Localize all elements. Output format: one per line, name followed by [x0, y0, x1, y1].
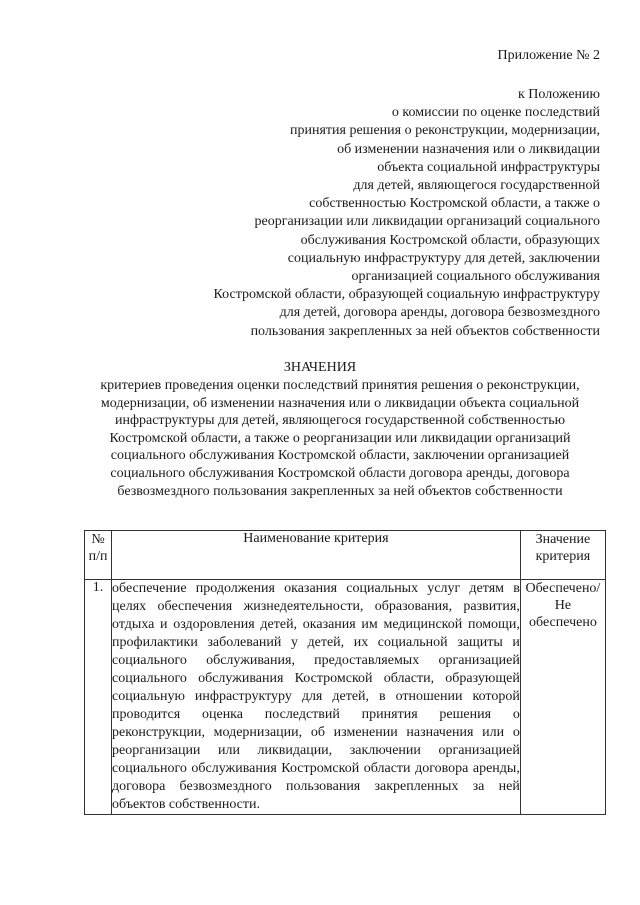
appendix-reference-line: для детей, договора аренды, договора безвозмездного [279, 305, 600, 321]
subheading-line: критериев проведения оценки последствий принятия решения о реконструкции, [100, 378, 580, 393]
appendix-reference-line: об изменении назначения или о ликвидации [337, 141, 600, 157]
appendix-reference [130, 86, 600, 341]
table-header-row [85, 531, 606, 580]
criteria-table [84, 530, 606, 815]
appendix-reference-line: пользования закрепленных за ней объектов собственности [250, 323, 600, 339]
appendix-reference-line: к Положению [517, 87, 600, 102]
appendix-reference-line: принятия решения о реконструкции, модернизации, [290, 123, 600, 139]
subheading-line: безвозмездного пользования закрепленных за ней объектов собственности [117, 483, 563, 499]
appendix-reference-line: Костромской области, образующей социальную инфраструктуру [213, 287, 600, 303]
document-subheading [60, 377, 620, 500]
row-number: 1. [85, 580, 112, 815]
appendix-reference-line: объекта социальной инфраструктуры [377, 159, 600, 175]
subheading-line: Костромской области, а также о реорганизации или ликвидации организаций [109, 430, 571, 446]
header-criterion-name: Наименование критерия [112, 531, 521, 580]
subheading-line: социального обслуживания Костромской области, заключении организацией [110, 448, 570, 464]
row-criterion-value: Обеспечено/ Не обеспечено [520, 580, 605, 815]
appendix-reference-line: реорганизации или ликвидации организаций социального [254, 214, 600, 230]
appendix-reference-line: обслуживания Костромской области, образующих [300, 232, 600, 248]
appendix-reference-line: о комиссии по оценке последствий [391, 105, 600, 121]
header-criterion-value: Значение критерия [520, 531, 605, 580]
appendix-reference-line: социальную инфраструктуру для детей, заключении [287, 250, 600, 266]
subheading-line: модернизации, об изменении назначения или о ликвидации объекта социальной [100, 395, 580, 411]
appendix-reference-line: собственностью Костромской области, а также о [309, 196, 600, 212]
table-row [85, 580, 606, 815]
document-heading: ЗНАЧЕНИЯ [283, 360, 357, 375]
header-number: № п/п [85, 531, 112, 580]
appendix-reference-line: организацией социального обслуживания [351, 269, 600, 285]
appendix-reference-line: для детей, являющегося государственной [353, 178, 600, 194]
row-criterion-name: обеспечение продолжения оказания социальных услуг детям в целях обеспечения жизнедеятельности, образования, развития, отдыха и оздоровления детей, оказания им медицинской помощи, профилактики заболеваний у детей, их социальной защиты и социального обслуживания, предоставляемых организацией социального обслуживания Костромской области, образующей социальную инфраструктуру для детей, в отношении которой проводится оценка последствий принятия решения о реконструкции, модернизации, об изменении назначения или о реорганизации или ликвидации, заключении организацией социального обслуживания Костромской области договора аренды, договора безвозмездного пользования закрепленных за ней объектов собственности. [112, 580, 521, 815]
subheading-line: инфраструктуры для детей, являющегося государственной собственностью [114, 413, 566, 429]
subheading-line: социального обслуживания Костромской области договора аренды, договора [110, 465, 570, 481]
appendix-title: Приложение № 2 [497, 48, 600, 63]
